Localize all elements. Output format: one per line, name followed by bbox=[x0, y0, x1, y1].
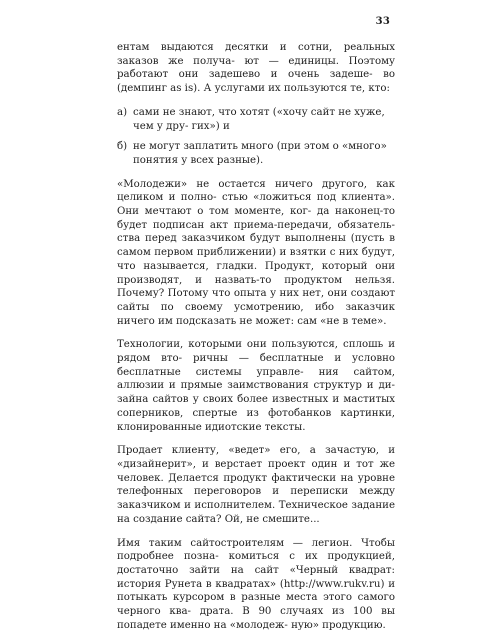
text-line: «Молодежи» не остается ничего другого, как целиком и полно- bbox=[117, 178, 395, 204]
text-line: у всех разные). bbox=[181, 154, 264, 166]
paragraph bbox=[117, 338, 395, 434]
enumerated-list bbox=[117, 106, 395, 168]
text-line: между заказчиком и исполнителем. Техническое задание на bbox=[117, 486, 395, 525]
paragraph bbox=[117, 41, 395, 96]
text-line: сами не знают, что хотят («хочу сайт не хуже, чем у дру- bbox=[133, 106, 385, 132]
text-line: фактически на уровне телефонных переговоров и переписки bbox=[117, 472, 395, 498]
text-line: Имя таким сайтостроителям — легион. Чтобы подробнее позна- bbox=[117, 537, 395, 563]
text-line: может: сам «не в теме». bbox=[255, 315, 387, 327]
text-line: нельзя. Почему? Потому что опыта у них нет, они создают сайты bbox=[117, 274, 395, 313]
text-line: создание сайта? Ой, не смешите... bbox=[133, 513, 320, 525]
text-line: ства перед заказчиком будут выполнены (пусть в самом первом bbox=[117, 233, 395, 259]
text-line: Продает клиенту, «ведет» его, а зачастую, и «дизайнерит», bbox=[117, 445, 395, 470]
text-line: ентам выдаются десятки и сотни, реальных заказов же получа- bbox=[117, 42, 395, 67]
text-line: комиться с их продукцией, достаточно зайти на сайт «Черный bbox=[117, 551, 395, 576]
paragraph bbox=[117, 178, 395, 329]
list-item bbox=[117, 106, 395, 133]
list-marker: б) bbox=[117, 141, 128, 153]
paragraph bbox=[117, 444, 395, 526]
text-line: Продукт, который они производят, и назвать-то продуктом bbox=[117, 260, 395, 286]
list-item-text bbox=[133, 106, 395, 133]
text-line: квадрат: история Рунета в квадратах» (http://www.rukv.ru) bbox=[117, 564, 395, 590]
list-marker: а) bbox=[117, 106, 128, 118]
text-line: да наконец-то будет подписан акт приема-передачи, обязатель- bbox=[117, 206, 395, 231]
text-line: по своему усмотрению, ибо заказчик ничего им подсказать не bbox=[117, 301, 395, 327]
page-content bbox=[117, 41, 395, 642]
text-line: стью «ложиться под клиента». Они мечтают о том моменте, ког- bbox=[117, 192, 395, 218]
text-line: Технологии, которыми они пользуются, сплошь и рядом вто- bbox=[117, 339, 395, 365]
text-line: и верстает проект один и тот же человек. Делается продукт bbox=[117, 458, 395, 484]
text-line: драта. В 90 случаях из 100 вы попадете именно на «молодеж- bbox=[117, 606, 396, 631]
text-line: приближении) и взятки с них будут, что называется, гладки. bbox=[117, 247, 395, 272]
text-line: и потыкать курсором в разные места этого самого черного ква- bbox=[117, 578, 395, 618]
text-line: спертые из фотобанков картинки, клонированные идиотские bbox=[117, 407, 395, 433]
text-line: ную» продукцию. bbox=[291, 619, 386, 631]
text-line: зайна сайтов у своих более известных и маститых соперников, bbox=[117, 394, 395, 419]
text-line: тексты. bbox=[264, 421, 306, 433]
text-line: гих») и bbox=[191, 120, 230, 132]
list-item-text bbox=[133, 140, 395, 167]
text-line: во (демпинг as is). А услугами их пользуются те, кто: bbox=[117, 69, 395, 95]
text-line: ют — единицы. Поэтому работают они задешево и очень задеше- bbox=[117, 55, 395, 81]
text-line: не могут заплатить много (при этом о «много» понятия bbox=[133, 141, 387, 166]
text-line: ричны — бесплатные и условно бесплатные системы управле- bbox=[117, 353, 395, 378]
list-item bbox=[117, 140, 395, 167]
text-line: ния сайтом, аллюзии и прямые заимствования структур и ди- bbox=[117, 366, 396, 392]
paragraph bbox=[117, 537, 395, 633]
page-number: 33 bbox=[375, 16, 390, 27]
